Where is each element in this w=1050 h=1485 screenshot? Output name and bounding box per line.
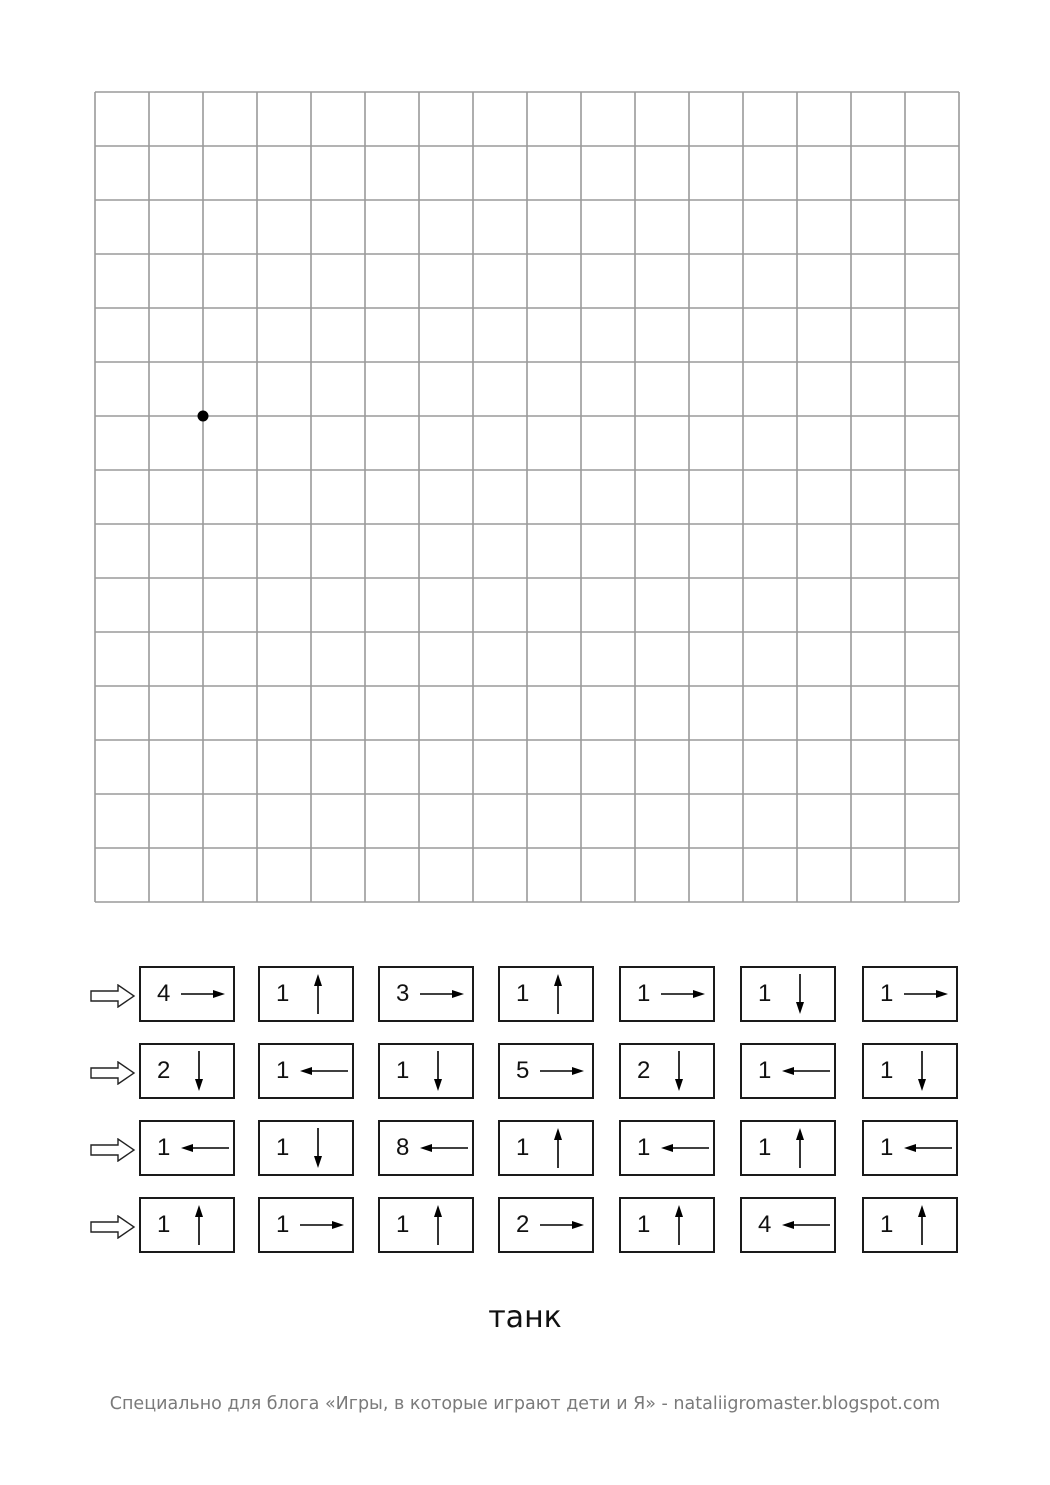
- command-count: 1: [637, 980, 651, 1007]
- arrow-up-icon: [780, 1128, 822, 1168]
- command-row: [0, 966, 1050, 1026]
- row-start-arrow-icon: [90, 1061, 136, 1085]
- arrow-right-icon: [900, 974, 952, 1014]
- command-box: [378, 1197, 474, 1253]
- command-count: 1: [276, 1211, 290, 1238]
- command-box: [740, 966, 836, 1022]
- start-point-dot: [198, 411, 209, 422]
- command-row: [0, 1043, 1050, 1103]
- arrow-down-icon: [902, 1051, 944, 1091]
- command-count: 2: [637, 1057, 651, 1084]
- command-count: 3: [396, 980, 410, 1007]
- arrow-right-icon: [177, 974, 229, 1014]
- command-box: [139, 966, 235, 1022]
- command-count: 1: [637, 1134, 651, 1161]
- row-start-arrow-icon: [90, 1215, 136, 1239]
- command-box: [378, 1043, 474, 1099]
- command-box: [258, 1120, 354, 1176]
- arrow-left-icon: [657, 1128, 709, 1168]
- command-box: [498, 1043, 594, 1099]
- command-count: 1: [276, 1134, 290, 1161]
- command-box: [862, 1197, 958, 1253]
- command-box: [258, 1197, 354, 1253]
- arrow-right-icon: [296, 1205, 348, 1245]
- command-count: 1: [516, 980, 530, 1007]
- command-count: 5: [516, 1057, 530, 1084]
- arrow-up-icon: [179, 1205, 221, 1245]
- arrow-up-icon: [298, 974, 340, 1014]
- arrow-right-icon: [536, 1205, 588, 1245]
- command-count: 1: [758, 980, 772, 1007]
- command-box: [378, 1120, 474, 1176]
- arrow-down-icon: [298, 1128, 340, 1168]
- command-count: 1: [880, 980, 894, 1007]
- command-box: [740, 1043, 836, 1099]
- command-box: [139, 1120, 235, 1176]
- arrow-up-icon: [659, 1205, 701, 1245]
- arrow-right-icon: [657, 974, 709, 1014]
- command-box: [139, 1043, 235, 1099]
- command-count: 1: [276, 1057, 290, 1084]
- command-box: [862, 1120, 958, 1176]
- arrow-left-icon: [296, 1051, 348, 1091]
- command-count: 1: [396, 1057, 410, 1084]
- arrow-up-icon: [538, 1128, 580, 1168]
- command-box: [258, 966, 354, 1022]
- command-count: 1: [396, 1211, 410, 1238]
- command-box: [619, 1043, 715, 1099]
- command-box: [498, 966, 594, 1022]
- arrow-down-icon: [418, 1051, 460, 1091]
- command-box: [139, 1197, 235, 1253]
- command-count: 8: [396, 1134, 410, 1161]
- caption-title: танк: [488, 1300, 562, 1335]
- command-count: 1: [637, 1211, 651, 1238]
- arrow-up-icon: [902, 1205, 944, 1245]
- arrow-left-icon: [900, 1128, 952, 1168]
- arrow-up-icon: [418, 1205, 460, 1245]
- command-count: 1: [758, 1134, 772, 1161]
- command-box: [619, 1120, 715, 1176]
- row-start-arrow-icon: [90, 1138, 136, 1162]
- command-box: [378, 966, 474, 1022]
- row-start-arrow-icon: [90, 984, 136, 1008]
- arrow-left-icon: [416, 1128, 468, 1168]
- arrow-left-icon: [778, 1205, 830, 1245]
- arrow-right-icon: [416, 974, 468, 1014]
- command-box: [498, 1120, 594, 1176]
- command-box: [740, 1197, 836, 1253]
- arrow-left-icon: [778, 1051, 830, 1091]
- command-row: [0, 1197, 1050, 1257]
- arrow-left-icon: [177, 1128, 229, 1168]
- command-count: 1: [880, 1211, 894, 1238]
- arrow-down-icon: [780, 974, 822, 1014]
- arrow-right-icon: [536, 1051, 588, 1091]
- command-count: 1: [157, 1134, 171, 1161]
- command-box: [862, 1043, 958, 1099]
- command-count: 2: [516, 1211, 530, 1238]
- command-count: 2: [157, 1057, 171, 1084]
- command-box: [619, 1197, 715, 1253]
- command-count: 1: [516, 1134, 530, 1161]
- command-box: [619, 966, 715, 1022]
- command-box: [740, 1120, 836, 1176]
- arrow-up-icon: [538, 974, 580, 1014]
- arrow-down-icon: [659, 1051, 701, 1091]
- command-row: [0, 1120, 1050, 1180]
- command-count: 4: [157, 980, 171, 1007]
- command-count: 4: [758, 1211, 772, 1238]
- command-count: 1: [880, 1057, 894, 1084]
- footer-credit: Специально для блога «Игры, в которые играют дети и Я» - nataliigromaster.blogspot.com: [109, 1394, 941, 1414]
- arrow-down-icon: [179, 1051, 221, 1091]
- command-box: [862, 966, 958, 1022]
- command-count: 1: [880, 1134, 894, 1161]
- command-count: 1: [157, 1211, 171, 1238]
- command-count: 1: [276, 980, 290, 1007]
- command-box: [498, 1197, 594, 1253]
- command-box: [258, 1043, 354, 1099]
- command-count: 1: [758, 1057, 772, 1084]
